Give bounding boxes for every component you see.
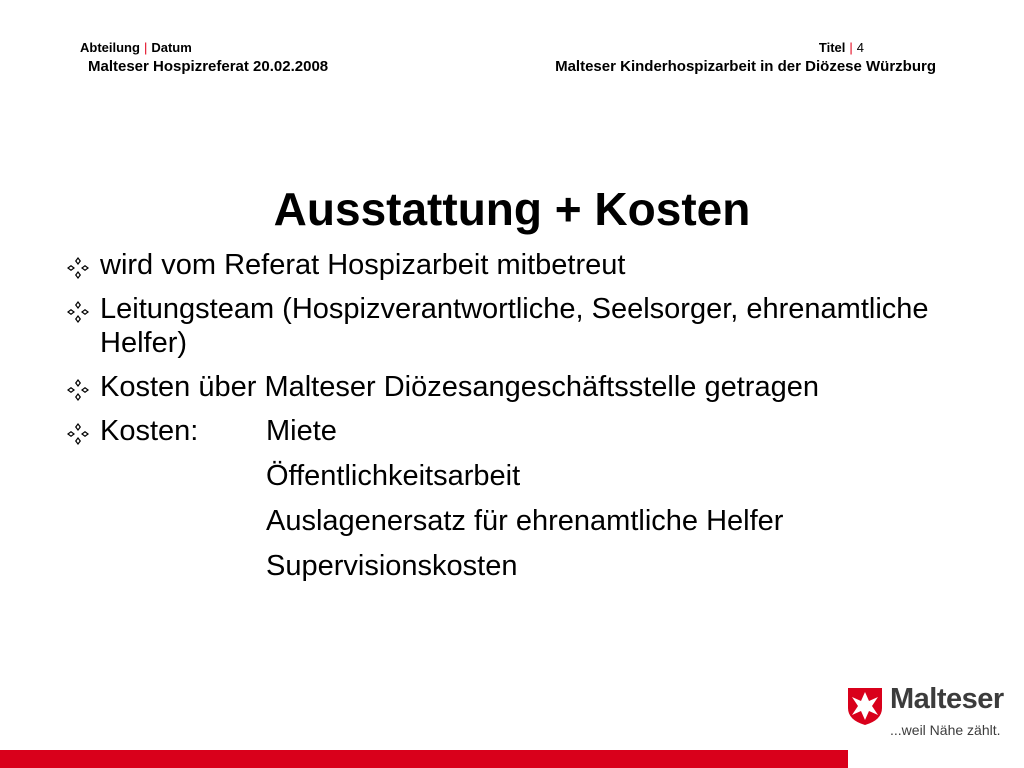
- malteser-logo: [846, 683, 1006, 742]
- header-left-bottom: Malteser Hospizreferat 20.02.2008: [88, 58, 329, 75]
- header-separator: |: [143, 40, 148, 55]
- page-number: 4: [856, 40, 864, 55]
- logo-name: Malteser: [890, 683, 1004, 715]
- kosten-item: Öffentlichkeitsarbeit: [266, 460, 521, 492]
- maltese-cross-shield-icon: [846, 686, 884, 726]
- bullet-item-kosten: [62, 414, 962, 594]
- header-separator: |: [849, 40, 853, 55]
- four-diamond-bullet-icon: [66, 300, 90, 324]
- bullet-text: Leitungsteam (Hospizverantwortliche, Seelsorger, ehrenamtliche Helfer): [100, 293, 929, 359]
- kosten-row: [100, 414, 962, 594]
- header-left-top: [80, 40, 192, 55]
- bullet-text: Kosten über Malteser Diözesangeschäftsstelle getragen: [100, 371, 819, 403]
- bottom-accent-bar: [0, 750, 848, 768]
- bullet-item: [62, 292, 962, 360]
- date-label: Datum: [151, 40, 192, 55]
- department-label: Abteilung: [80, 40, 140, 55]
- four-diamond-bullet-icon: [66, 378, 90, 402]
- logo-tagline: ...weil Nähe zählt.: [890, 722, 1001, 738]
- slide-title: Ausstattung + Kosten: [273, 183, 751, 235]
- bullet-text: wird vom Referat Hospizarbeit mitbetreut: [100, 249, 626, 281]
- bullet-list: [62, 248, 962, 604]
- kosten-item: Auslagenersatz für ehrenamtliche Helfer: [266, 505, 784, 537]
- four-diamond-bullet-icon: [66, 256, 90, 280]
- four-diamond-bullet-icon: [66, 422, 90, 446]
- kosten-items: [266, 414, 783, 594]
- bullet-item: [62, 370, 962, 404]
- kosten-item: Miete: [266, 415, 337, 447]
- kosten-label: Kosten:: [100, 415, 199, 447]
- header-right-top: [819, 40, 864, 55]
- header-right-bottom: Malteser Kinderhospizarbeit in der Diözese Würzburg: [555, 58, 936, 75]
- title-label: Titel: [818, 40, 846, 55]
- kosten-item: Supervisionskosten: [266, 550, 518, 582]
- bullet-item: [62, 248, 962, 282]
